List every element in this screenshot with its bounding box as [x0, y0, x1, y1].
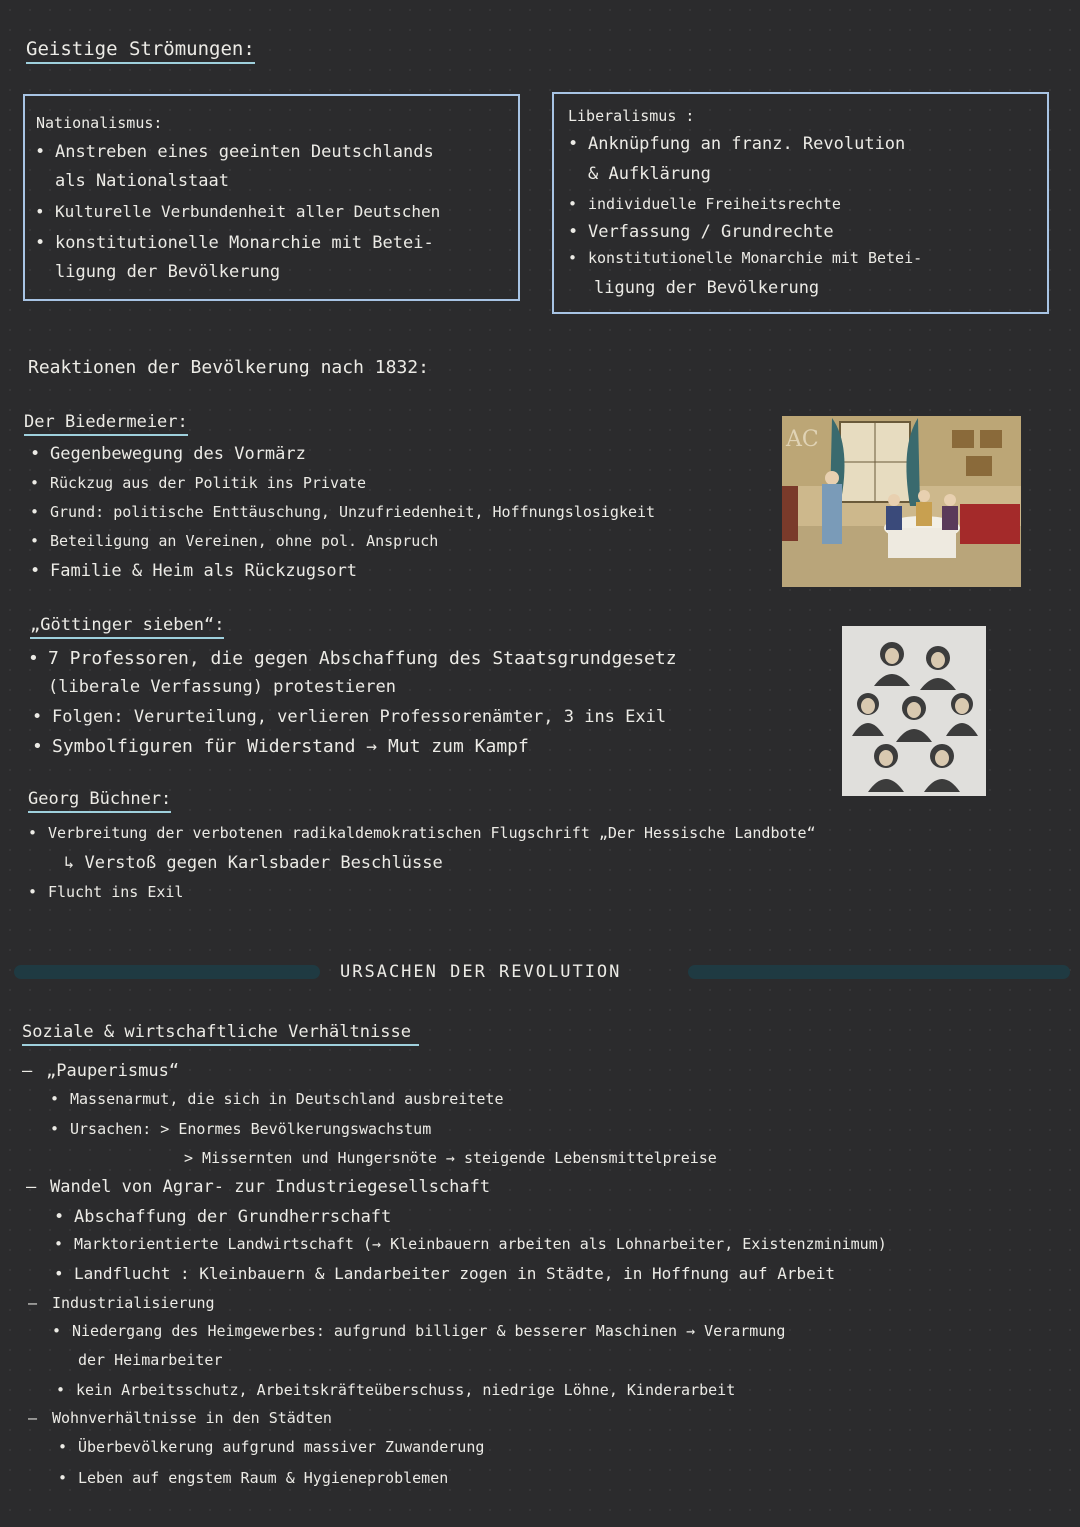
- heading-reaktionen: Reaktionen der Bevölkerung nach 1832:: [28, 357, 429, 378]
- pauperismus-item-1: • Massenarmut, die sich in Deutschland ausbreitete: [70, 1090, 503, 1108]
- biedermeier-item-4: • Beteiligung an Vereinen, ohne pol. Anspruch: [50, 532, 438, 550]
- buechner-title: Georg Büchner:: [28, 789, 171, 813]
- wohnverhaeltnisse-item-2: • Leben auf engstem Raum & Hygieneproblemen: [78, 1469, 448, 1487]
- lib-bullet-2: • individuelle Freiheitsrechte: [588, 195, 841, 213]
- biedermeier-item-3: • Grund: politische Enttäuschung, Unzufriedenheit, Hoffnungslosigkeit: [50, 503, 655, 521]
- nat-bullet-1b: als Nationalstaat: [55, 171, 229, 191]
- box-liberalismus: [552, 92, 1049, 314]
- pauperismus: – „Pauperismus“: [46, 1061, 179, 1081]
- industrialisierung: – Industrialisierung: [52, 1294, 215, 1312]
- lib-bullet-4a: • konstitutionelle Monarchie mit Betei-: [588, 249, 922, 267]
- goettinger-bullet-1b: (liberale Verfassung) protestieren: [48, 677, 396, 697]
- nat-bullet-1a: • Anstreben eines geeinten Deutschlands: [55, 142, 434, 162]
- box-nationalismus: [23, 94, 520, 301]
- goettinger-title: „Göttinger sieben“:: [30, 615, 224, 639]
- banner-title: URSACHEN DER REVOLUTION: [340, 962, 622, 982]
- banner-bar-left: [14, 965, 320, 979]
- pauperismus-item-3: > Missernten und Hungersnöte → steigende Lebensmittelpreise: [184, 1149, 717, 1167]
- biedermeier-title: Der Biedermeier:: [24, 412, 188, 436]
- buechner-bullet-1b: ↳ Verstoß gegen Karlsbader Beschlüsse: [64, 853, 443, 873]
- lib-bullet-1b: & Aufklärung: [588, 164, 711, 184]
- lib-bullet-4b: ligung der Bevölkerung: [594, 278, 820, 298]
- banner-bar-right: [688, 965, 1070, 979]
- industrialisierung-item-2: • kein Arbeitsschutz, Arbeitskräfteüberschuss, niedrige Löhne, Kinderarbeit: [76, 1381, 735, 1399]
- nat-bullet-3b: ligung der Bevölkerung: [55, 262, 281, 282]
- soziale-title: Soziale & wirtschaftliche Verhältnisse: [22, 1022, 419, 1046]
- nationalismus-title: Nationalismus:: [36, 114, 163, 132]
- lib-bullet-1a: • Anknüpfung an franz. Revolution: [588, 134, 905, 154]
- buechner-bullet-2: • Flucht ins Exil: [48, 883, 183, 901]
- nat-bullet-2: • Kulturelle Verbundenheit aller Deutschen: [55, 202, 440, 221]
- wohnverhaeltnisse: – Wohnverhältnisse in den Städten: [52, 1409, 332, 1427]
- goettinger-bullet-3: • Symbolfiguren für Widerstand → Mut zum Kampf: [52, 736, 529, 757]
- biedermeier-item-2: • Rückzug aus der Politik ins Private: [50, 474, 366, 492]
- industrialisierung-item-1a: • Niedergang des Heimgewerbes: aufgrund billiger & besserer Maschinen → Verarmung: [72, 1322, 785, 1340]
- svg-text:AC: AC: [786, 427, 819, 452]
- wandel-item-1: • Abschaffung der Grundherrschaft: [74, 1207, 391, 1227]
- biedermeier-item-5: • Familie & Heim als Rückzugsort: [50, 561, 357, 581]
- heading-geistige-stroemungen: Geistige Strömungen:: [26, 38, 255, 64]
- buechner-bullet-1: • Verbreitung der verbotenen radikaldemokratischen Flugschrift „Der Hessische Landbote“: [48, 824, 816, 842]
- wandel-item-2: • Marktorientierte Landwirtschaft (→ Kleinbauern arbeiten als Lohnarbeiter, Existenzminimum): [74, 1235, 887, 1253]
- wohnverhaeltnisse-item-1: • Überbevölkerung aufgrund massiver Zuwanderung: [78, 1438, 484, 1456]
- lib-bullet-3: • Verfassung / Grundrechte: [588, 222, 834, 242]
- biedermeier-item-1: • Gegenbewegung des Vormärz: [50, 444, 306, 464]
- goettinger-sieben-portrait-image: [842, 626, 986, 796]
- liberalismus-title: Liberalismus :: [568, 107, 695, 125]
- nat-bullet-3a: • konstitutionelle Monarchie mit Betei-: [55, 233, 434, 253]
- industrialisierung-item-1b: der Heimarbeiter: [78, 1351, 223, 1369]
- pauperismus-item-2: • Ursachen: > Enormes Bevölkerungswachstum: [70, 1120, 431, 1138]
- biedermeier-interior-image: [782, 416, 1021, 587]
- goettinger-bullet-1a: • 7 Professoren, die gegen Abschaffung des Staatsgrundgesetz: [48, 648, 677, 669]
- wandel-item-3: • Landflucht : Kleinbauern & Landarbeiter zogen in Städte, in Hoffnung auf Arbeit: [74, 1264, 835, 1283]
- wandel: – Wandel von Agrar- zur Industriegesellschaft: [50, 1177, 490, 1197]
- goettinger-bullet-2: • Folgen: Verurteilung, verlieren Professorenämter, 3 ins Exil: [52, 707, 666, 727]
